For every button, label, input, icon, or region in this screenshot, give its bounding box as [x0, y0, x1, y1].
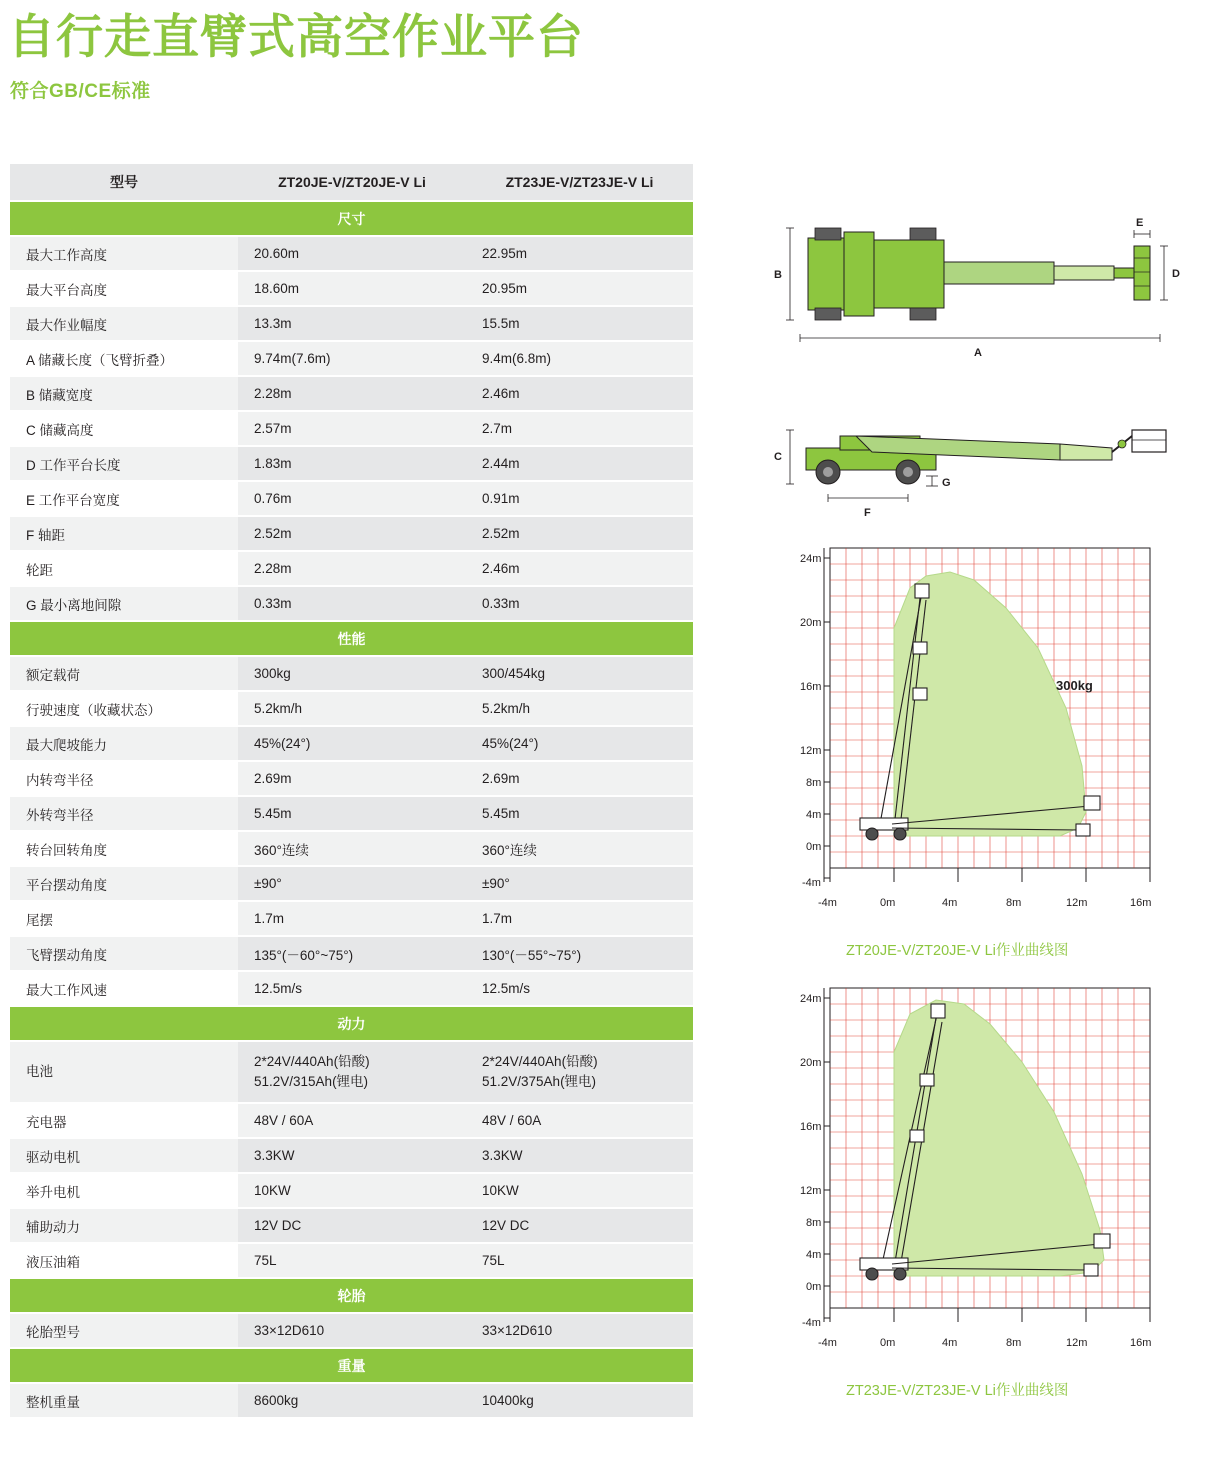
row-label: F 轴距 — [10, 516, 238, 551]
column-header-zt20: ZT20JE-V/ZT20JE-V Li — [238, 164, 466, 201]
chart-1-ytick: 16m — [800, 681, 822, 693]
row-value-zt23: 130°(－55°~75°) — [466, 936, 693, 971]
row-label: 最大作业幅度 — [10, 306, 238, 341]
svg-text:A: A — [974, 347, 982, 359]
row-label: 行驶速度（收藏状态） — [10, 691, 238, 726]
row-value-zt23: 360°连续 — [466, 831, 693, 866]
table-row — [10, 411, 693, 446]
table-row — [10, 376, 693, 411]
row-value-zt23: 2.69m — [466, 761, 693, 796]
row-value-zt23: 2.46m — [466, 551, 693, 586]
row-value-zt20: 20.60m — [238, 236, 466, 271]
table-row — [10, 761, 693, 796]
column-header-zt23: ZT23JE-V/ZT23JE-V Li — [466, 164, 693, 201]
row-value-zt20: 18.60m — [238, 271, 466, 306]
chart-2-xtick: 12m — [1066, 1337, 1088, 1349]
row-value-zt20: 2.69m — [238, 761, 466, 796]
chart-1-xtick: 8m — [1006, 897, 1022, 909]
chart-2-xtick: 8m — [1006, 1337, 1022, 1349]
table-row — [10, 971, 693, 1006]
chart-1-xtick: 16m — [1130, 897, 1152, 909]
row-value-zt23: 10400kg — [466, 1383, 693, 1418]
table-row — [10, 1243, 693, 1278]
row-value-zt20: 9.74m(7.6m) — [238, 341, 466, 376]
page-subtitle: 符合GB/CE标准 — [10, 81, 151, 103]
row-value-zt20: 2.28m — [238, 376, 466, 411]
row-value-zt20: 8600kg — [238, 1383, 466, 1418]
row-value-zt20: ±90° — [238, 866, 466, 901]
chart-1-xtick: -4m — [818, 897, 837, 909]
row-label: 轮胎型号 — [10, 1313, 238, 1348]
row-value-zt20: 12.5m/s — [238, 971, 466, 1006]
row-value-zt20: 10KW — [238, 1173, 466, 1208]
row-label: 最大工作高度 — [10, 236, 238, 271]
chart-1-ytick: -4m — [802, 877, 821, 889]
row-label: 液压油箱 — [10, 1243, 238, 1278]
row-value-zt23: 3.3KW — [466, 1138, 693, 1173]
row-label: A 储藏长度（飞臂折叠） — [10, 341, 238, 376]
table-row — [10, 901, 693, 936]
table-row — [10, 1208, 693, 1243]
row-label: B 储藏宽度 — [10, 376, 238, 411]
svg-text:E: E — [1136, 217, 1144, 229]
row-value-zt20: 2*24V/440Ah(铅酸) 51.2V/315Ah(锂电) — [238, 1041, 466, 1103]
chart-1-svg — [760, 538, 1190, 928]
row-value-zt23: 0.33m — [466, 586, 693, 621]
table-row — [10, 1383, 693, 1418]
table-row — [10, 551, 693, 586]
row-label: E 工作平台宽度 — [10, 481, 238, 516]
side-view-svg — [760, 390, 1190, 520]
row-value-zt20: 2.57m — [238, 411, 466, 446]
chart-2-xtick: 0m — [880, 1337, 896, 1349]
chart-1-ytick: 4m — [806, 809, 822, 821]
table-section-title: 尺寸 — [10, 201, 693, 236]
chart-2-ytick: 20m — [800, 1057, 822, 1069]
table-section-row — [10, 1278, 693, 1313]
svg-text:B: B — [774, 269, 782, 281]
page-header — [8, 10, 1008, 103]
specification-table — [10, 164, 693, 1419]
table-section-title: 动力 — [10, 1006, 693, 1041]
row-label: 转台回转角度 — [10, 831, 238, 866]
row-value-zt23: 75L — [466, 1243, 693, 1278]
table-row — [10, 516, 693, 551]
row-label: C 储藏高度 — [10, 411, 238, 446]
chart-2-ytick: 8m — [806, 1217, 822, 1229]
row-value-zt20: 45%(24°) — [238, 726, 466, 761]
chart-2-xtick: 16m — [1130, 1337, 1152, 1349]
row-value-zt23: 300/454kg — [466, 656, 693, 691]
top-view-drawing — [760, 210, 1190, 370]
svg-text:C: C — [774, 451, 782, 463]
row-label: 举升电机 — [10, 1173, 238, 1208]
right-column — [760, 210, 1200, 1400]
table-row — [10, 1173, 693, 1208]
row-label: 尾摆 — [10, 901, 238, 936]
row-value-zt20: 0.33m — [238, 586, 466, 621]
table-row — [10, 236, 693, 271]
row-label: 驱动电机 — [10, 1138, 238, 1173]
row-value-zt20: 5.2km/h — [238, 691, 466, 726]
work-envelope-chart-zt23 — [760, 978, 1200, 1400]
table-row — [10, 936, 693, 971]
table-section-title: 性能 — [10, 621, 693, 656]
row-value-zt23: ±90° — [466, 866, 693, 901]
chart-1-ytick: 8m — [806, 777, 822, 789]
svg-text:D: D — [1172, 268, 1180, 280]
chart-1-ytick: 20m — [800, 617, 822, 629]
row-value-zt23: 20.95m — [466, 271, 693, 306]
table-row — [10, 1138, 693, 1173]
table-section-row — [10, 1348, 693, 1383]
table-row — [10, 341, 693, 376]
table-row — [10, 481, 693, 516]
row-value-zt20: 300kg — [238, 656, 466, 691]
row-label: 内转弯半径 — [10, 761, 238, 796]
row-value-zt23: 2.44m — [466, 446, 693, 481]
chart-2-ytick: 12m — [800, 1185, 822, 1197]
chart-2-xtick: -4m — [818, 1337, 837, 1349]
table-row — [10, 866, 693, 901]
row-value-zt20: 13.3m — [238, 306, 466, 341]
row-label: 最大爬坡能力 — [10, 726, 238, 761]
table-row — [10, 656, 693, 691]
chart-1-xtick: 12m — [1066, 897, 1088, 909]
table-section-row — [10, 1006, 693, 1041]
row-label: G 最小离地间隙 — [10, 586, 238, 621]
table-row — [10, 1041, 693, 1103]
page-title: 自行走直臂式高空作业平台 — [8, 10, 584, 63]
row-value-zt20: 360°连续 — [238, 831, 466, 866]
table-header-row — [10, 164, 693, 201]
chart-1-xtick: 4m — [942, 897, 958, 909]
row-value-zt23: 0.91m — [466, 481, 693, 516]
table-section-row — [10, 621, 693, 656]
row-value-zt23: 33×12D610 — [466, 1313, 693, 1348]
row-value-zt20: 5.45m — [238, 796, 466, 831]
chart-1-ytick: 24m — [800, 553, 822, 565]
table-row — [10, 586, 693, 621]
row-value-zt20: 2.52m — [238, 516, 466, 551]
table-row — [10, 831, 693, 866]
row-value-zt20: 1.7m — [238, 901, 466, 936]
svg-text:G: G — [942, 477, 951, 489]
row-value-zt20: 3.3KW — [238, 1138, 466, 1173]
chart-2-caption: ZT23JE-V/ZT23JE-V Li作业曲线图 — [846, 1383, 1069, 1399]
chart-2-ytick: 24m — [800, 993, 822, 1005]
row-value-zt20: 33×12D610 — [238, 1313, 466, 1348]
table-row — [10, 1313, 693, 1348]
row-value-zt20: 2.28m — [238, 551, 466, 586]
row-value-zt20: 0.76m — [238, 481, 466, 516]
column-header-model: 型号 — [10, 164, 238, 201]
svg-text:F: F — [864, 507, 871, 519]
chart-2-ytick: 0m — [806, 1281, 822, 1293]
chart-1-xtick: 0m — [880, 897, 896, 909]
table-row — [10, 271, 693, 306]
row-label: 轮距 — [10, 551, 238, 586]
row-value-zt23: 5.2km/h — [466, 691, 693, 726]
side-view-drawing — [760, 390, 1190, 520]
row-value-zt20: 1.83m — [238, 446, 466, 481]
row-value-zt20: 12V DC — [238, 1208, 466, 1243]
table-section-row — [10, 201, 693, 236]
row-label: D 工作平台长度 — [10, 446, 238, 481]
row-value-zt23: 10KW — [466, 1173, 693, 1208]
row-value-zt23: 2*24V/440Ah(铅酸) 51.2V/375Ah(锂电) — [466, 1041, 693, 1103]
chart-2-xtick: 4m — [942, 1337, 958, 1349]
chart-1-ytick: 0m — [806, 841, 822, 853]
row-label: 充电器 — [10, 1103, 238, 1138]
row-value-zt23: 45%(24°) — [466, 726, 693, 761]
chart-1-annotation: 300kg — [1056, 678, 1093, 693]
row-value-zt23: 12.5m/s — [466, 971, 693, 1006]
row-label: 额定载荷 — [10, 656, 238, 691]
row-value-zt20: 135°(－60°~75°) — [238, 936, 466, 971]
table-section-title: 轮胎 — [10, 1278, 693, 1313]
table-row — [10, 306, 693, 341]
work-envelope-chart-zt20 — [760, 538, 1200, 960]
row-label: 整机重量 — [10, 1383, 238, 1418]
chart-2-ytick: 4m — [806, 1249, 822, 1261]
row-label: 最大工作风速 — [10, 971, 238, 1006]
row-label: 电池 — [10, 1041, 238, 1103]
chart-2-ytick: -4m — [802, 1317, 821, 1329]
row-value-zt23: 2.46m — [466, 376, 693, 411]
row-value-zt23: 12V DC — [466, 1208, 693, 1243]
row-value-zt23: 2.52m — [466, 516, 693, 551]
row-label: 外转弯半径 — [10, 796, 238, 831]
chart-2-svg — [760, 978, 1190, 1368]
table-row — [10, 726, 693, 761]
chart-1-caption: ZT20JE-V/ZT20JE-V Li作业曲线图 — [846, 943, 1069, 959]
table-section-title: 重量 — [10, 1348, 693, 1383]
top-view-svg — [760, 210, 1190, 370]
row-value-zt23: 22.95m — [466, 236, 693, 271]
table-row — [10, 1103, 693, 1138]
chart-1-ytick: 12m — [800, 745, 822, 757]
row-value-zt23: 9.4m(6.8m) — [466, 341, 693, 376]
row-label: 平台摆动角度 — [10, 866, 238, 901]
row-value-zt20: 48V / 60A — [238, 1103, 466, 1138]
row-value-zt23: 48V / 60A — [466, 1103, 693, 1138]
row-value-zt23: 5.45m — [466, 796, 693, 831]
row-value-zt20: 75L — [238, 1243, 466, 1278]
row-label: 飞臂摆动角度 — [10, 936, 238, 971]
chart-2-ytick: 16m — [800, 1121, 822, 1133]
row-label: 最大平台高度 — [10, 271, 238, 306]
row-label: 辅助动力 — [10, 1208, 238, 1243]
row-value-zt23: 1.7m — [466, 901, 693, 936]
row-value-zt23: 15.5m — [466, 306, 693, 341]
table-row — [10, 446, 693, 481]
row-value-zt23: 2.7m — [466, 411, 693, 446]
table-row — [10, 796, 693, 831]
table-row — [10, 691, 693, 726]
